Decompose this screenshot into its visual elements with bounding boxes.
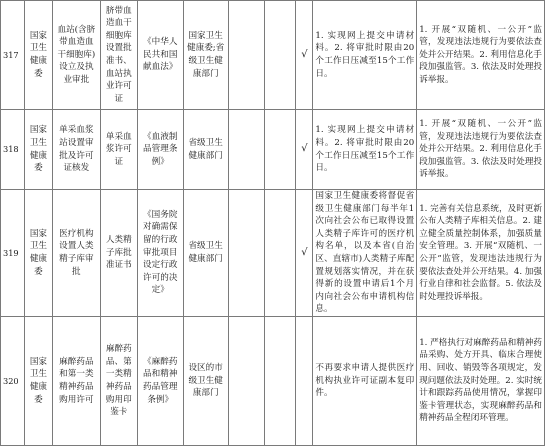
- authority-cell: 国家卫生健康委;省级卫生健康部门: [183, 1, 228, 110]
- sub-item-cell: 人类精子库批准证书: [100, 190, 137, 317]
- check-mark: √: [296, 1, 313, 110]
- basis-cell: 《国务院对确需保留的行政审批项目设定行政许可的决定》: [137, 190, 183, 317]
- check-cell: [296, 316, 313, 445]
- empty-cell: [228, 316, 264, 445]
- check-mark: √: [296, 190, 313, 317]
- authority-cell: 设区的市级卫生健康部门: [183, 316, 228, 445]
- sub-item-cell: 麻醉药品、第一类精神药品购用印鉴卡: [100, 316, 137, 445]
- reform-measures-cell: 不再要求申请人提供医疗机构执业许可证副本复印件。: [313, 316, 417, 445]
- empty-cell: [264, 190, 296, 317]
- empty-cell: [264, 110, 296, 190]
- row-number: 317: [1, 1, 25, 110]
- table-row: [1, 110, 545, 190]
- reform-measures-cell: 国家卫生健康委将督促省级卫生健康部门每半年1次向社会公布已取得设置人类精子库许可的医疗机构名单，以及本省(自治区、直辖市)人类精子库配置规划落实情况，并在获得新的设置申请后1个月内向社会公布申请机构信息。: [313, 190, 417, 317]
- sub-item-cell: 单采血浆许可证: [100, 110, 137, 190]
- empty-cell: [264, 1, 296, 110]
- basis-cell: 《中华人民共和国献血法》: [137, 1, 183, 110]
- empty-cell: [228, 110, 264, 190]
- oversight-measures-cell: 1. 开展“双随机、一公开”监管，发现违法违规行为要依法查处并公开结果。2. 利用信息化手段加强监管。3. 依法及时处理投诉举报。: [417, 110, 545, 190]
- table-row: [1, 190, 545, 317]
- sub-item-cell: 脐带血造血干细胞库设置批准书、血站执业许可证: [100, 1, 137, 110]
- item-cell: 医疗机构设置人类精子库审批: [52, 190, 100, 317]
- department-cell: 国家卫生健康委: [24, 1, 52, 110]
- department-cell: 国家卫生健康委: [24, 190, 52, 317]
- check-mark: √: [296, 110, 313, 190]
- authority-cell: 省级卫生健康部门: [183, 190, 228, 317]
- item-cell: 单采血浆站设置审批及许可证核发: [52, 110, 100, 190]
- department-cell: 国家卫生健康委: [24, 316, 52, 445]
- table-row: [1, 1, 545, 110]
- oversight-measures-cell: 1. 严格执行对麻醉药品和精神药品采购、处方开具、临床合理使用、回收、销毁等各项规定，发现问题依法及时处理。2. 实时统计和跟踪药品使用情况，掌握印鉴卡管理状态，实现麻醉药品和精神药品全程闭环管理。: [417, 316, 545, 445]
- row-number: 320: [1, 316, 25, 445]
- table-row: [1, 316, 545, 445]
- row-number: 318: [1, 110, 25, 190]
- oversight-measures-cell: 1. 完善有关信息系统，及时更新公布人类精子库相关信息。2. 建立健全质量控制体系，加强质量安全管理。3. 开展“双随机、一公开”监管，发现违法违规行为要依法查处并公开结果。4. 加强行业自律和社会监督。5. 依法及时处理投诉举报。: [417, 190, 545, 317]
- row-number: 319: [1, 190, 25, 317]
- authority-cell: 省级卫生健康部门: [183, 110, 228, 190]
- basis-cell: 《麻醉药品和精神药品管理条例》: [137, 316, 183, 445]
- basis-cell: 《血液制品管理条例》: [137, 110, 183, 190]
- oversight-measures-cell: 1. 开展“双随机、一公开”监管，发现违法违规行为要依法查处并公开结果。2. 利用信息化手段加强监管。3. 依法及时处理投诉举报。: [417, 1, 545, 110]
- reform-measures-cell: 1. 实现网上提交申请材料。2. 将审批时限由20个工作日压减至15个工作日。: [313, 1, 417, 110]
- department-cell: 国家卫生健康委: [24, 110, 52, 190]
- empty-cell: [228, 190, 264, 317]
- empty-cell: [264, 316, 296, 445]
- empty-cell: [228, 1, 264, 110]
- item-cell: 血站(含脐带血造血干细胞库)设立及执业审批: [52, 1, 100, 110]
- reform-measures-cell: 1. 实现网上提交申请材料。2. 将审批时限由20个工作日压减至15个工作日。: [313, 110, 417, 190]
- item-cell: 麻醉药品和第一类精神药品购用许可: [52, 316, 100, 445]
